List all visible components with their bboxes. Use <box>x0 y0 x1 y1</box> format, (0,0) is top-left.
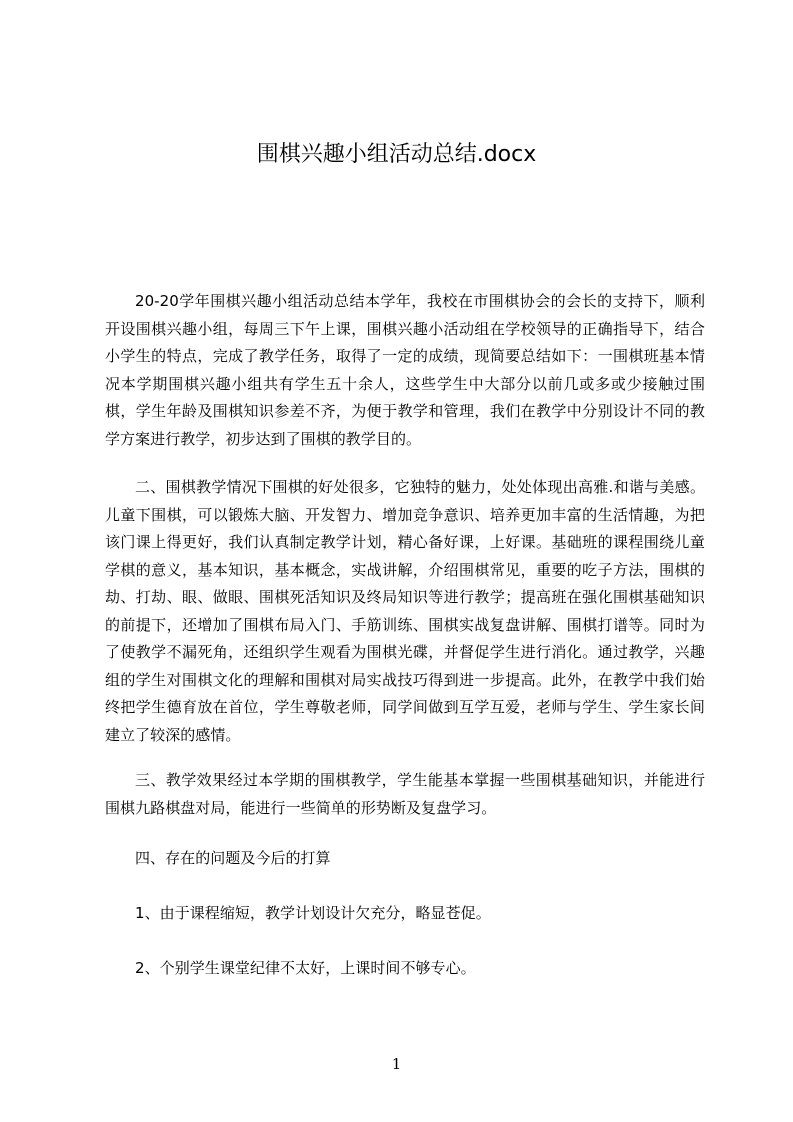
paragraph-teaching-situation: 二、围棋教学情况下围棋的好处很多，它独特的魅力，处处体现出高雅.和谐与美感。儿童下围棋，可以锻炼大脑、开发智力、增加竞争意识、培养更加丰富的生活情趣，为把该门课上得更好，我们认真制定教学计划，精心备好课，上好课。基础班的课程围绕儿童学棋的意义，基本知识，基本概念，实战讲解，介绍围棋常见，重要的吃子方法，围棋的劫、打劫、眼、做眼、围棋死活知识及终局知识等进行教学；提高班在强化围棋基础知识的前提下，还增加了围棋布局入门、手筋训练、围棋实战复盘讲解、围棋打谱等。同时为了使教学不漏死角，还组织学生观看为围棋光碟，并督促学生进行消化。通过教学，兴趣组的学生对围棋文化的理解和围棋对局实战技巧得到进一步提高。此外，在教学中我们始终把学生德育放在首位，学生尊敬老师，同学间做到互学互爱，老师与学生、学生家长间建立了较深的感情。 <box>105 478 705 744</box>
page-number: 1 <box>391 1055 402 1073</box>
document-title: 围棋兴趣小组活动总结.docx <box>256 142 537 167</box>
paragraph-problem-2: 2、个别学生课堂纪律不太好，上课时间不够专心。 <box>135 959 476 977</box>
paragraph-teaching-results: 三、教学效果经过本学期的围棋教学，学生能基本掌握一些围棋基础知识，并能进行围棋九路棋盘对局，能进行一些简单的形势断及复盘学习。 <box>105 771 705 817</box>
paragraph-summary-intro: 20-20学年围棋兴趣小组活动总结本学年，我校在市围棋协会的会长的支持下，顺利开设围棋兴趣小组，每周三下午上课，围棋兴趣小活动组在学校领导的正确指导下，结合小学生的特点，完成了教学任务，取得了一定的成绩，现简要总结如下：一围棋班基本情况本学期围棋兴趣小组共有学生五十余人，这些学生中大部分以前几或多或少接触过围棋，学生年龄及围棋知识参差不齐，为便于教学和管理，我们在教学中分别设计不同的教学方案进行教学，初步达到了围棋的教学目的。 <box>105 292 705 448</box>
paragraph-problem-1: 1、由于课程缩短，教学计划设计欠充分，略显苍促。 <box>135 904 491 922</box>
paragraph-problems-heading: 四、存在的问题及今后的打算 <box>135 849 331 867</box>
